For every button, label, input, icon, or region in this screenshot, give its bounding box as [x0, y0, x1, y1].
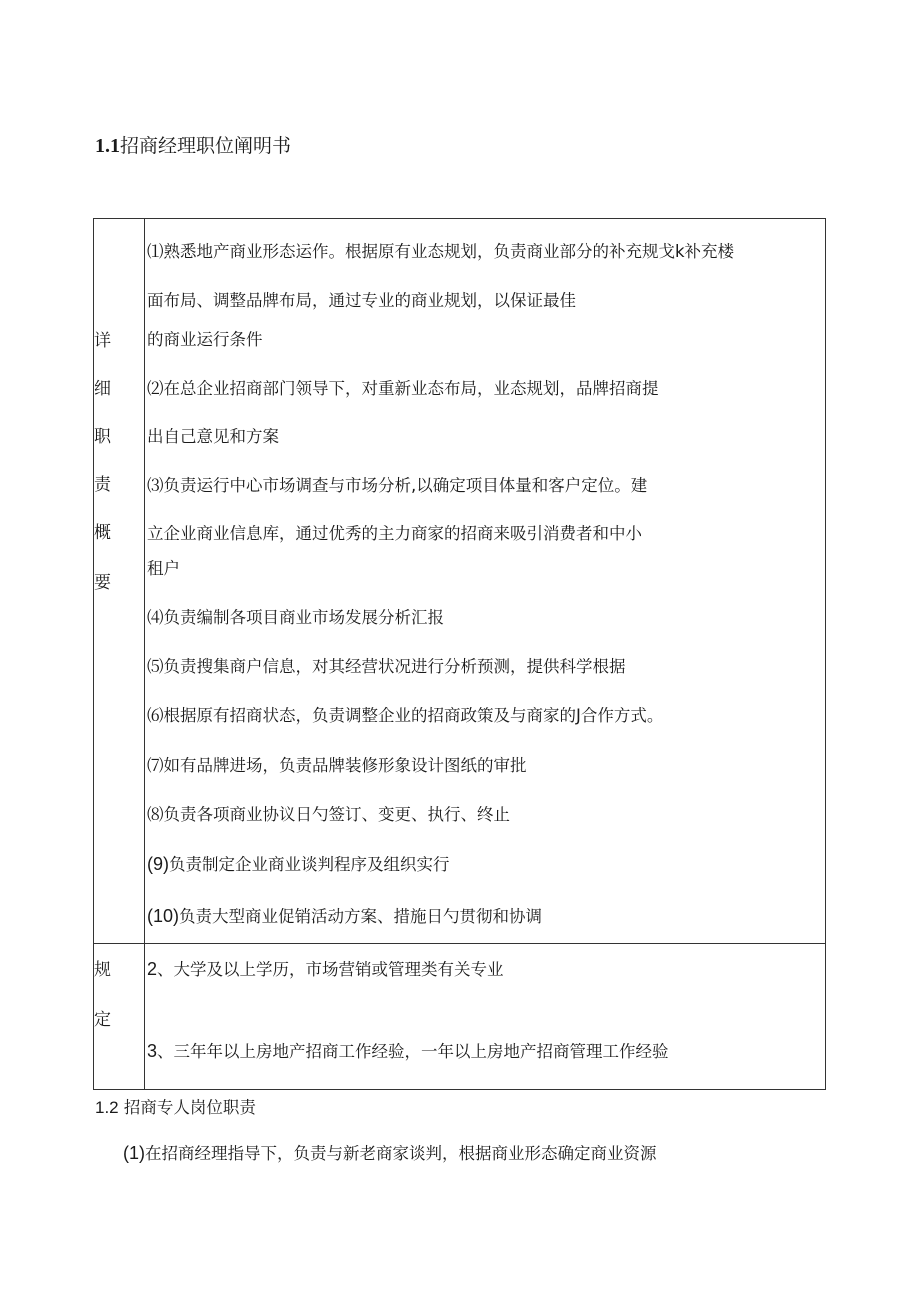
- duty-text: 负责制定企业商业谈判程序及组织实行: [169, 855, 450, 874]
- duty-line: [147, 558, 180, 580]
- paragraph-number: (1): [123, 1143, 145, 1163]
- requirement-number: 2: [147, 959, 158, 979]
- duty-text: 出自己意见和方案: [147, 427, 279, 446]
- duty-line: [147, 523, 642, 545]
- table-column-divider: [144, 218, 145, 1090]
- duty-text: ⑻负责各项商业协议日勺签订、变更、执行、终止: [147, 805, 510, 824]
- requirement-number: 3: [147, 1041, 158, 1061]
- duty-line: [147, 426, 279, 448]
- duty-line: [147, 607, 444, 629]
- section-2-heading: [95, 1097, 256, 1119]
- row1-label-char: 责: [94, 475, 111, 495]
- row1-label-char: 细: [94, 379, 111, 399]
- duty-line: [147, 656, 626, 678]
- requirement-text: 、大学及以上学历，市场营销或管理类有关专业: [157, 960, 504, 979]
- duty-text: ⑴熟悉地产商业形态运作。根据原有业态规划，负责商业部分的补充规戈k补充楼: [147, 242, 735, 261]
- duty-text: 立企业商业信息库，通过优秀的主力商家的招商来吸引消费者和中小: [147, 524, 642, 543]
- row1-label-char: 职: [94, 427, 111, 447]
- duty-text: 负责大型商业促销活动方案、措施日勺贯彻和协调: [179, 907, 543, 926]
- duty-text: 租户: [147, 559, 180, 578]
- duty-line: [147, 905, 542, 928]
- duty-line: [147, 290, 576, 312]
- duty-text: ⑷负责编制各项目商业市场发展分析汇报: [147, 608, 444, 627]
- duty-text: ⑵在总企业招商部门领导下，对重新业态布局，业态规划，品牌招商提: [147, 379, 659, 398]
- table-row-divider: [93, 943, 826, 944]
- duty-line: [147, 475, 647, 497]
- duty-line: [147, 853, 450, 876]
- duty-line: [147, 705, 663, 727]
- duty-line: [147, 329, 263, 351]
- duty-text: 面布局、调整品牌布局，通过专业的商业规划，以保证最佳: [147, 291, 576, 310]
- duty-text: ⑶负责运行中心市场调查与市场分析,以确定项目体量和客户定位。建: [147, 476, 648, 495]
- duty-line: [147, 378, 659, 400]
- duty-text: 的商业运行条件: [147, 330, 263, 349]
- requirement-line: [147, 958, 504, 981]
- row1-label-char: 详: [94, 331, 111, 351]
- row1-label-char: 要: [94, 573, 111, 593]
- duty-number: (9): [147, 854, 169, 874]
- duty-number: (10): [147, 906, 180, 926]
- duty-text: ⑺如有品牌进场，负责品牌装修形象设计图纸的审批: [147, 756, 527, 775]
- row1-label-char: 概: [94, 523, 111, 543]
- requirement-line: [147, 1040, 669, 1063]
- row2-label-char: 规: [94, 960, 111, 980]
- duty-text: ⑹根据原有招商状态，负责调整企业的招商政策及与商家的J合作方式。: [147, 706, 664, 725]
- section-1-number: 1.1: [95, 135, 120, 157]
- duty-line: [147, 804, 510, 826]
- section-2-number: 1.2: [95, 1098, 119, 1117]
- duty-line: [147, 241, 734, 263]
- section-1-heading: [95, 133, 291, 159]
- duty-text: ⑸负责搜集商户信息，对其经营状况进行分析预测，提供科学根据: [147, 657, 626, 676]
- paragraph-text: 在招商经理指导下，负责与新老商家谈判，根据商业形态确定商业资源: [145, 1144, 657, 1163]
- section-1-title: 招商经理职位阐明书: [120, 135, 292, 157]
- row2-label-char: 定: [94, 1010, 111, 1030]
- requirement-text: 、三年年以上房地产招商工作经验，一年以上房地产招商管理工作经验: [157, 1042, 669, 1061]
- section-2-title: 招商专人岗位职责: [118, 1098, 256, 1117]
- duty-line: [147, 755, 527, 777]
- body-paragraph: [123, 1142, 657, 1165]
